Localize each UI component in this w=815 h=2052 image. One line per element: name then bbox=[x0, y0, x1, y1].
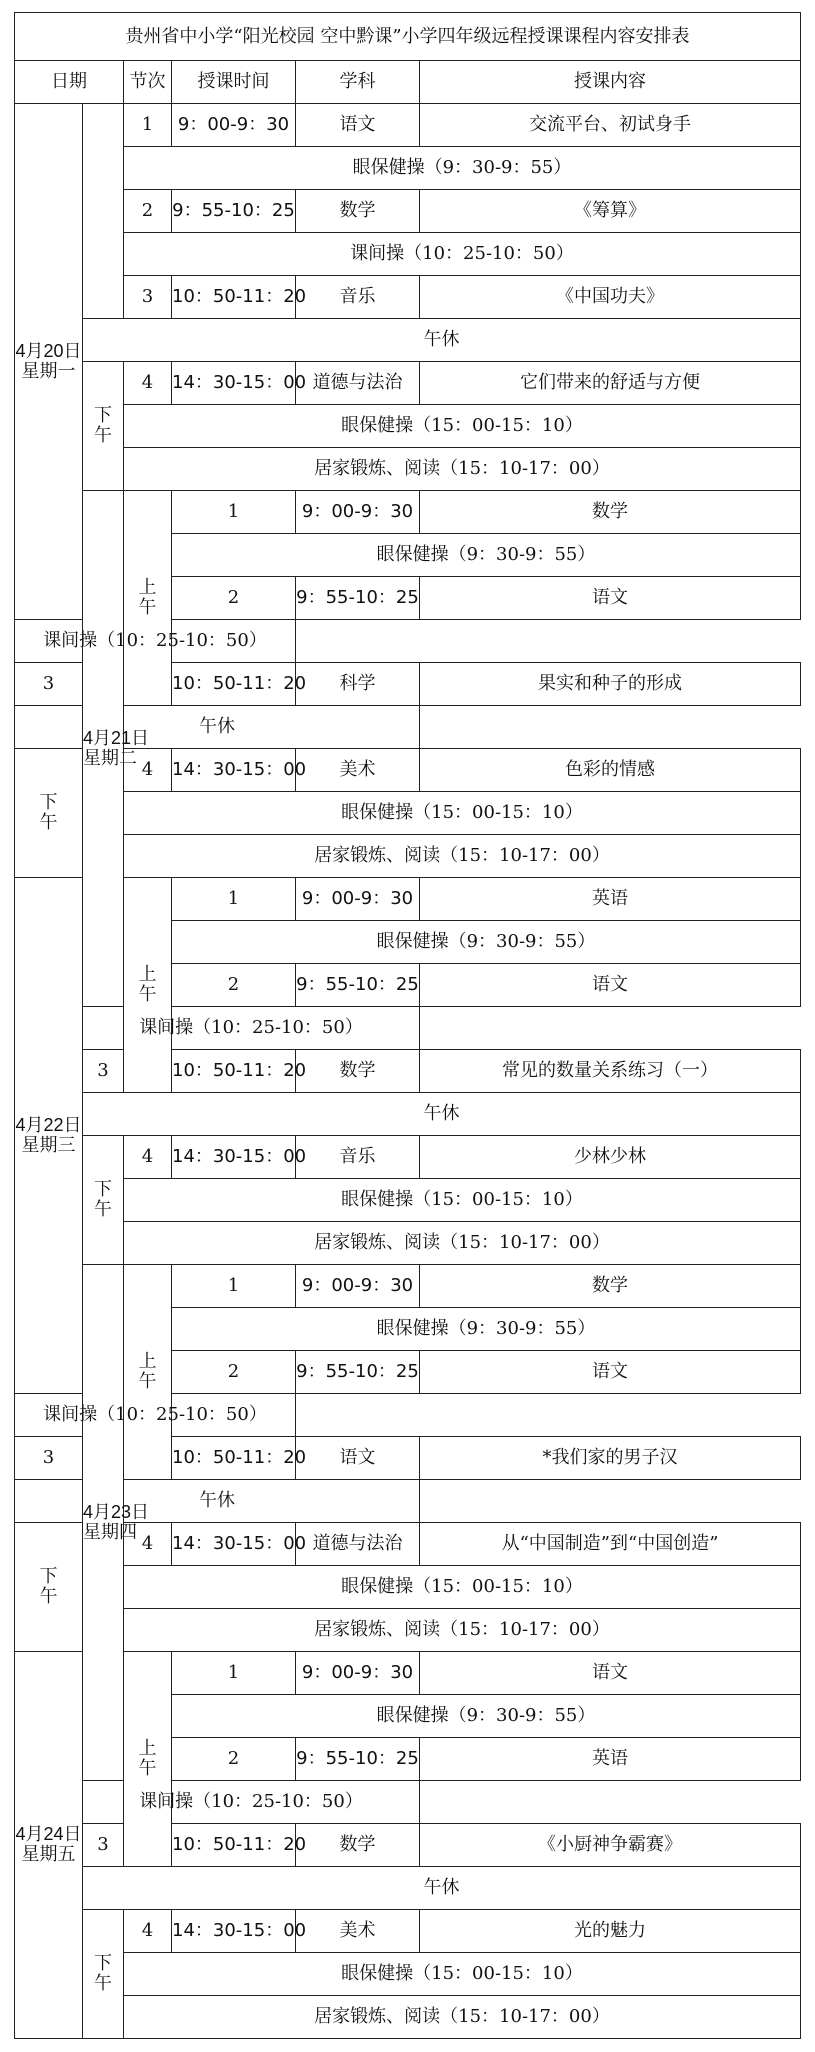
content-cell: 它们带来的舒适与方便 bbox=[420, 362, 801, 405]
subject-cell: 数学 bbox=[296, 1050, 420, 1093]
subject-cell: 语文 bbox=[420, 1652, 801, 1695]
period-cell: 3 bbox=[124, 276, 172, 319]
home-exercise-row bbox=[15, 835, 801, 878]
subject-cell: 音乐 bbox=[296, 1136, 420, 1179]
break-exercise-row bbox=[15, 1781, 801, 1824]
period-cell: 4 bbox=[124, 1136, 172, 1179]
break-exercise-row bbox=[15, 233, 801, 276]
home-exercise-cell: 居家锻炼、阅读（15：10-17：00） bbox=[124, 1609, 801, 1652]
lesson-row bbox=[15, 1136, 801, 1179]
content-cell: 色彩的情感 bbox=[420, 749, 801, 792]
lesson-row bbox=[15, 276, 801, 319]
time-cell: 9：00-9：30 bbox=[296, 1265, 420, 1308]
eye-exercise-pm-cell: 眼保健操（15：00-15：10） bbox=[124, 1566, 801, 1609]
date-cell: 4月21日 星期二 bbox=[83, 491, 124, 1007]
eye-exercise-pm-cell: 眼保健操（15：00-15：10） bbox=[124, 405, 801, 448]
morning-label: 上 午 bbox=[124, 1652, 172, 1867]
home-exercise-cell: 居家锻炼、阅读（15：10-17：00） bbox=[124, 835, 801, 878]
date-cell: 4月20日 星期一 bbox=[15, 104, 83, 620]
content-cell: 《筹算》 bbox=[420, 190, 801, 233]
table-title: 贵州省中小学“阳光校园 空中黔课”小学四年级远程授课课程内容安排表 bbox=[15, 13, 801, 61]
break-exercise-cell: 课间操（10：25-10：50） bbox=[124, 233, 801, 276]
time-cell: 9：00-9：30 bbox=[296, 1652, 420, 1695]
time-cell: 10：50-11：20 bbox=[172, 1437, 296, 1480]
time-cell: 14：30-15：00 bbox=[172, 749, 296, 792]
home-exercise-row bbox=[15, 1996, 801, 2039]
time-cell: 10：50-11：20 bbox=[172, 276, 296, 319]
lesson-row bbox=[15, 362, 801, 405]
eye-exercise-pm-cell: 眼保健操（15：00-15：10） bbox=[124, 792, 801, 835]
home-exercise-cell: 居家锻炼、阅读（15：10-17：00） bbox=[124, 1222, 801, 1265]
time-cell: 9：55-10：25 bbox=[296, 1351, 420, 1394]
content-cell: 光的魅力 bbox=[420, 1910, 801, 1953]
lunch-cell: 午休 bbox=[15, 706, 420, 749]
break-exercise-row bbox=[15, 1394, 801, 1437]
eye-exercise-am-cell: 眼保健操（9：30-9：55） bbox=[172, 534, 801, 577]
period-cell: 2 bbox=[172, 1351, 296, 1394]
afternoon-label: 下 午 bbox=[83, 362, 124, 491]
home-exercise-row bbox=[15, 1222, 801, 1265]
subject-cell: 数学 bbox=[420, 1265, 801, 1308]
header-period: 节次 bbox=[124, 61, 172, 104]
period-cell: 2 bbox=[172, 964, 296, 1007]
afternoon-label: 下 午 bbox=[83, 1136, 124, 1265]
subject-cell: 语文 bbox=[420, 964, 801, 1007]
time-cell: 9：55-10：25 bbox=[172, 190, 296, 233]
subject-cell: 语文 bbox=[420, 1351, 801, 1394]
lunch-cell: 午休 bbox=[15, 1480, 420, 1523]
schedule-table bbox=[14, 12, 801, 2039]
subject-cell: 语文 bbox=[296, 104, 420, 147]
eye-exercise-pm-row bbox=[15, 792, 801, 835]
period-cell: 2 bbox=[172, 1738, 296, 1781]
period-cell: 3 bbox=[83, 1050, 124, 1093]
home-exercise-row bbox=[15, 1609, 801, 1652]
period-cell: 3 bbox=[15, 663, 83, 706]
header-date: 日期 bbox=[15, 61, 124, 104]
content-cell: 从“中国制造”到“中国创造” bbox=[420, 1523, 801, 1566]
period-cell: 3 bbox=[15, 1437, 83, 1480]
morning-label: 上 午 bbox=[124, 878, 172, 1093]
eye-exercise-pm-row bbox=[15, 1953, 801, 1996]
period-cell: 1 bbox=[172, 1652, 296, 1695]
subject-cell: 数学 bbox=[420, 491, 801, 534]
morning-label: 上 午 bbox=[124, 1265, 172, 1480]
period-cell: 2 bbox=[124, 190, 172, 233]
subject-cell: 语文 bbox=[420, 577, 801, 620]
content-cell: 《小厨神争霸赛》 bbox=[420, 1824, 801, 1867]
period-cell: 1 bbox=[124, 104, 172, 147]
time-cell: 9：55-10：25 bbox=[296, 964, 420, 1007]
content-cell: 常见的数量关系练习（一） bbox=[420, 1050, 801, 1093]
period-cell: 4 bbox=[124, 749, 172, 792]
break-exercise-row bbox=[15, 1007, 801, 1050]
time-cell: 9：00-9：30 bbox=[172, 104, 296, 147]
morning-label: 上 午 bbox=[124, 491, 172, 706]
time-cell: 14：30-15：00 bbox=[172, 362, 296, 405]
time-cell: 14：30-15：00 bbox=[172, 1136, 296, 1179]
lesson-row bbox=[15, 1910, 801, 1953]
subject-cell: 美术 bbox=[296, 1910, 420, 1953]
eye-exercise-am-cell: 眼保健操（9：30-9：55） bbox=[172, 1695, 801, 1738]
eye-exercise-am-row bbox=[15, 147, 801, 190]
period-cell: 4 bbox=[124, 362, 172, 405]
subject-cell: 数学 bbox=[296, 190, 420, 233]
content-cell: 果实和种子的形成 bbox=[420, 663, 801, 706]
eye-exercise-pm-cell: 眼保健操（15：00-15：10） bbox=[124, 1953, 801, 1996]
subject-cell: 道德与法治 bbox=[296, 1523, 420, 1566]
period-cell: 4 bbox=[124, 1523, 172, 1566]
break-exercise-cell: 课间操（10：25-10：50） bbox=[15, 1394, 296, 1437]
home-exercise-cell: 居家锻炼、阅读（15：10-17：00） bbox=[124, 1996, 801, 2039]
subject-cell: 音乐 bbox=[296, 276, 420, 319]
content-cell: 《中国功夫》 bbox=[420, 276, 801, 319]
break-exercise-row bbox=[15, 620, 801, 663]
subject-cell: 数学 bbox=[296, 1824, 420, 1867]
date-cell: 4月23日 星期四 bbox=[83, 1265, 124, 1781]
lesson-row bbox=[15, 491, 801, 534]
break-exercise-cell: 课间操（10：25-10：50） bbox=[83, 1781, 420, 1824]
eye-exercise-pm-row bbox=[15, 1179, 801, 1222]
subject-cell: 语文 bbox=[296, 1437, 420, 1480]
lunch-cell: 午休 bbox=[83, 319, 801, 362]
date-cell: 4月22日 星期三 bbox=[15, 878, 83, 1394]
period-cell: 1 bbox=[172, 491, 296, 534]
subject-cell: 英语 bbox=[420, 878, 801, 921]
afternoon-label: 下 午 bbox=[83, 1910, 124, 2039]
header-subject: 学科 bbox=[296, 61, 420, 104]
time-cell: 14：30-15：00 bbox=[172, 1523, 296, 1566]
subject-cell: 英语 bbox=[420, 1738, 801, 1781]
lesson-row bbox=[15, 190, 801, 233]
subject-cell: 科学 bbox=[296, 663, 420, 706]
date-cell: 4月24日 星期五 bbox=[15, 1652, 83, 2039]
time-cell: 9：55-10：25 bbox=[296, 577, 420, 620]
schedule-sheet bbox=[14, 12, 800, 2039]
period-cell: 4 bbox=[124, 1910, 172, 1953]
subject-cell: 道德与法治 bbox=[296, 362, 420, 405]
content-cell: 交流平台、初试身手 bbox=[420, 104, 801, 147]
lunch-row bbox=[15, 1867, 801, 1910]
eye-exercise-am-cell: 眼保健操（9：30-9：55） bbox=[172, 921, 801, 964]
header-content: 授课内容 bbox=[420, 61, 801, 104]
morning-label bbox=[83, 104, 124, 319]
subject-cell: 美术 bbox=[296, 749, 420, 792]
lesson-row bbox=[15, 104, 801, 147]
lunch-row bbox=[15, 319, 801, 362]
eye-exercise-pm-row bbox=[15, 405, 801, 448]
eye-exercise-pm-cell: 眼保健操（15：00-15：10） bbox=[124, 1179, 801, 1222]
afternoon-label: 下 午 bbox=[15, 749, 83, 878]
break-exercise-cell: 课间操（10：25-10：50） bbox=[83, 1007, 420, 1050]
time-cell: 10：50-11：20 bbox=[172, 1824, 296, 1867]
period-cell: 2 bbox=[172, 577, 296, 620]
lunch-cell: 午休 bbox=[83, 1867, 801, 1910]
content-cell: *我们家的男子汉 bbox=[420, 1437, 801, 1480]
lesson-row bbox=[15, 878, 801, 921]
home-exercise-cell: 居家锻炼、阅读（15：10-17：00） bbox=[124, 448, 801, 491]
lesson-row bbox=[15, 1652, 801, 1695]
eye-exercise-am-cell: 眼保健操（9：30-9：55） bbox=[124, 147, 801, 190]
time-cell: 14：30-15：00 bbox=[172, 1910, 296, 1953]
header-row bbox=[15, 61, 801, 104]
afternoon-label: 下 午 bbox=[15, 1523, 83, 1652]
lunch-row bbox=[15, 1093, 801, 1136]
lunch-cell: 午休 bbox=[83, 1093, 801, 1136]
home-exercise-row bbox=[15, 448, 801, 491]
time-cell: 9：00-9：30 bbox=[296, 878, 420, 921]
period-cell: 3 bbox=[83, 1824, 124, 1867]
break-exercise-cell: 课间操（10：25-10：50） bbox=[15, 620, 296, 663]
content-cell: 少林少林 bbox=[420, 1136, 801, 1179]
lesson-row bbox=[15, 1265, 801, 1308]
time-cell: 10：50-11：20 bbox=[172, 663, 296, 706]
period-cell: 1 bbox=[172, 878, 296, 921]
time-cell: 9：00-9：30 bbox=[296, 491, 420, 534]
time-cell: 9：55-10：25 bbox=[296, 1738, 420, 1781]
time-cell: 10：50-11：20 bbox=[172, 1050, 296, 1093]
eye-exercise-am-cell: 眼保健操（9：30-9：55） bbox=[172, 1308, 801, 1351]
eye-exercise-pm-row bbox=[15, 1566, 801, 1609]
period-cell: 1 bbox=[172, 1265, 296, 1308]
header-time: 授课时间 bbox=[172, 61, 296, 104]
